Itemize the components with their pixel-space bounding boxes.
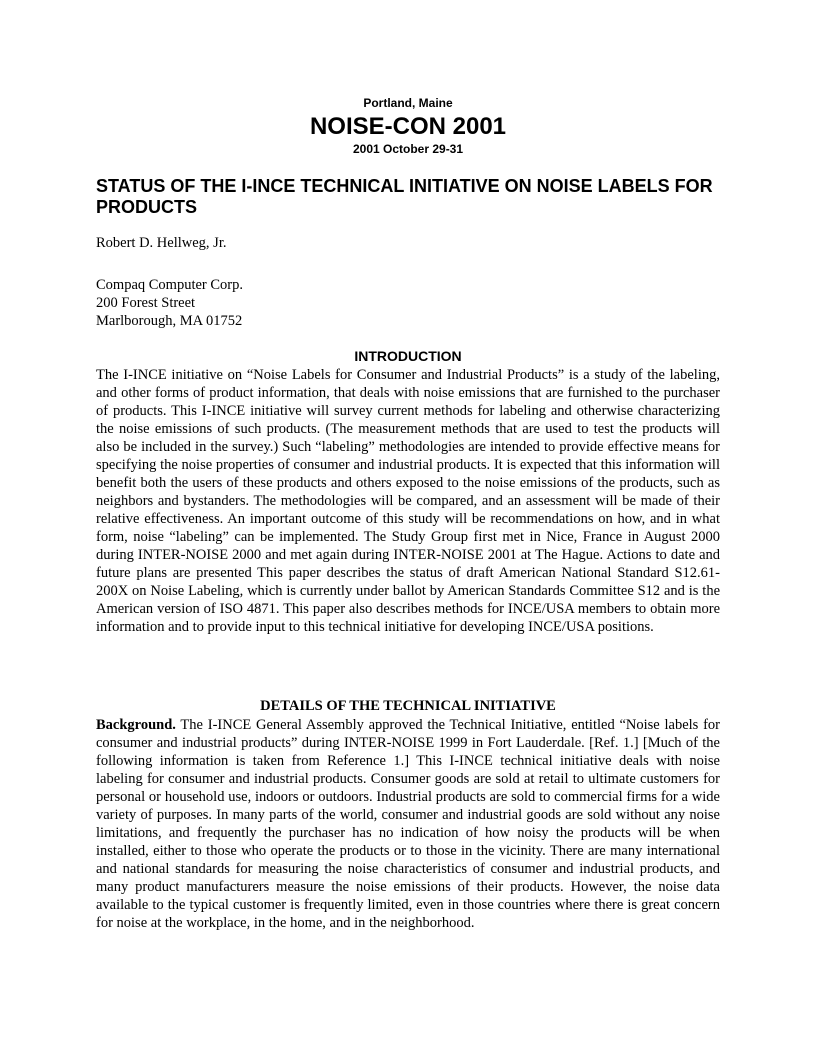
introduction-heading: INTRODUCTION [354, 348, 462, 364]
details-heading: DETAILS OF THE TECHNICAL INITIATIVE [260, 698, 556, 714]
author-name: Robert D. Hellweg, Jr. [96, 235, 227, 251]
paper-title: STATUS OF THE I-INCE TECHNICAL INITIATIVE ON NOISE LABELS FOR PRODUCTS [96, 176, 713, 217]
affiliation-organization: Compaq Computer Corp. [96, 277, 244, 293]
background-paragraph [96, 716, 720, 932]
background-text: The I-INCE General Assembly approved the Technical Initiative, entitled “Noise labels for consumer and industrial products” during INTER-NOISE 1999 in Fort Lauderdale. [Ref. 1.] [Much of the following information is taken from Reference 1.] This I-INCE technical initiative deals with noise labeling for consumer and industrial products. Consumer goods are sold at retail to ultimate customers for personal or household use, indoors or outdoors. Industrial products are sold to commercial firms for a wide variety of purposes. In many parts of the world, consumer and industrial goods are sold without any noise limitations, and frequently the purchaser has no indication of how noisy the products will be when installed, either to those who operate the products or to those in the vicinity. There are many international and national standards for measuring the noise characteristics of consumer and industrial products, and many product manufacturers measure the noise emissions of their products. However, the noise data available to the typical customer is frequently limited, even in those countries where there is great concern for noise at the workplace, in the home, and in the neighborhood. [96, 717, 720, 931]
background-run-in-heading: Background. [96, 717, 176, 733]
conference-dates: 2001 October 29-31 [352, 142, 464, 156]
conference-name: NOISE-CON 2001 [309, 113, 507, 140]
affiliation-city: Marlborough, MA 01752 [96, 313, 243, 329]
author-affiliation [96, 276, 243, 330]
introduction-paragraph: The I-INCE initiative on “Noise Labels for Consumer and Industrial Products” is a study of the labeling, and other forms of product information, that deals with noise emissions that are furnished to the purchaser of products. This I-INCE initiative will survey current methods for labeling and otherwise characterizing the noise emissions of such products. (The measurement methods that are used to test the products will also be included in the survey.) Such “labeling” methodologies are intended to provide effective means for specifying the noise properties of consumer and industrial products. It is expected that this information will benefit both the users of these products and others exposed to the noise emissions of the products, such as neighbors and bystanders. The methodologies will be compared, and an assessment will be made of their relative effectiveness. An important outcome of this study will be recommendations on how, and in what form, noise “labeling” can be implemented. The Study Group first met in Nice, France in August 2000 during INTER-NOISE 2000 and met again during INTER-NOISE 2001 at The Hague. Actions to date and future plans are presented This paper describes the status of draft American National Standard S12.61-200X on Noise Labeling, which is currently under ballot by American Standards Committee S12 and is the American version of ISO 4871. This paper also describes methods for INCE/USA members to obtain more information and to provide input to this technical initiative for developing INCE/USA positions. [96, 367, 720, 635]
conference-location: Portland, Maine [363, 96, 453, 110]
affiliation-street: 200 Forest Street [96, 295, 196, 311]
